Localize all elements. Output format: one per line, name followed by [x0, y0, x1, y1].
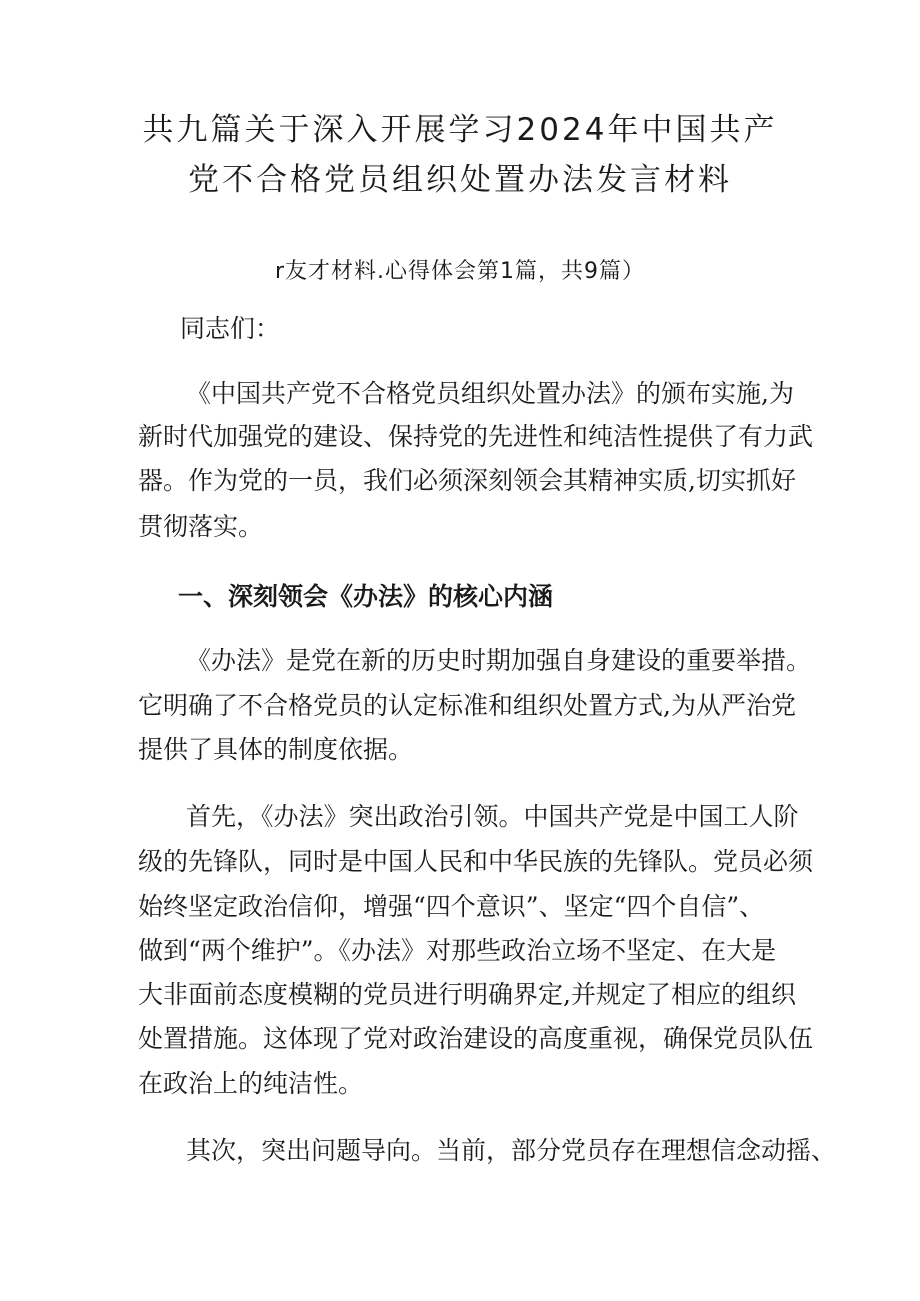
paragraph-line: 《办法》是党在新的历史时期加强自身建设的重要举措。	[186, 646, 812, 675]
document-subtitle: r友才材料.心得体会第1篇，共9篇）	[274, 259, 646, 284]
document-title-line-2: 党不合格党员组织处置办法发言材料	[188, 162, 732, 198]
greeting: 同志们：	[180, 314, 281, 343]
paragraph-line: 《中国共产党不合格党员组织处置办法》的颁布实施,为	[186, 379, 794, 408]
paragraph-line: 大非面前态度模糊的党员进行明确界定,并规定了相应的组织	[138, 980, 796, 1009]
paragraph-line: 贯彻落实。	[138, 512, 264, 541]
paragraph-line: 做到“两个维护”。《办法》对那些政治立场不坚定、在大是	[138, 936, 777, 965]
section-heading: 一、深刻领会《办法》的核心内涵	[178, 582, 554, 611]
paragraph-line: 在政治上的纯洁性。	[138, 1069, 364, 1098]
paragraph-line: 提供了具体的制度依据。	[138, 735, 414, 764]
paragraph-line: 它明确了不合格党员的认定标准和组织处置方式,为从严治党	[138, 691, 796, 720]
paragraph-line: 级的先锋队，同时是中国人民和中华民族的先锋队。党员必须	[138, 847, 814, 876]
document-title-line-1: 共九篇关于深入开展学习2024年中国共产	[142, 112, 778, 148]
paragraph-line: 器。作为党的一员，我们必须深刻领会其精神实质,切实抓好	[138, 466, 796, 495]
paragraph-line: 始终坚定政治信仰，增强“四个意识”、坚定“四个自信”、	[138, 892, 765, 921]
paragraph-line: 新时代加强党的建设、保持党的先进性和纯洁性提供了有力武	[138, 422, 814, 451]
paragraph-line: 首先，《办法》突出政治引领。中国共产党是中国工人阶	[186, 802, 799, 831]
paragraph-line: 处置措施。这体现了党对政治建设的高度重视，确保党员队伍	[138, 1024, 814, 1053]
paragraph-line: 其次，突出问题导向。当前，部分党员存在理想信念动摇、	[186, 1136, 837, 1165]
